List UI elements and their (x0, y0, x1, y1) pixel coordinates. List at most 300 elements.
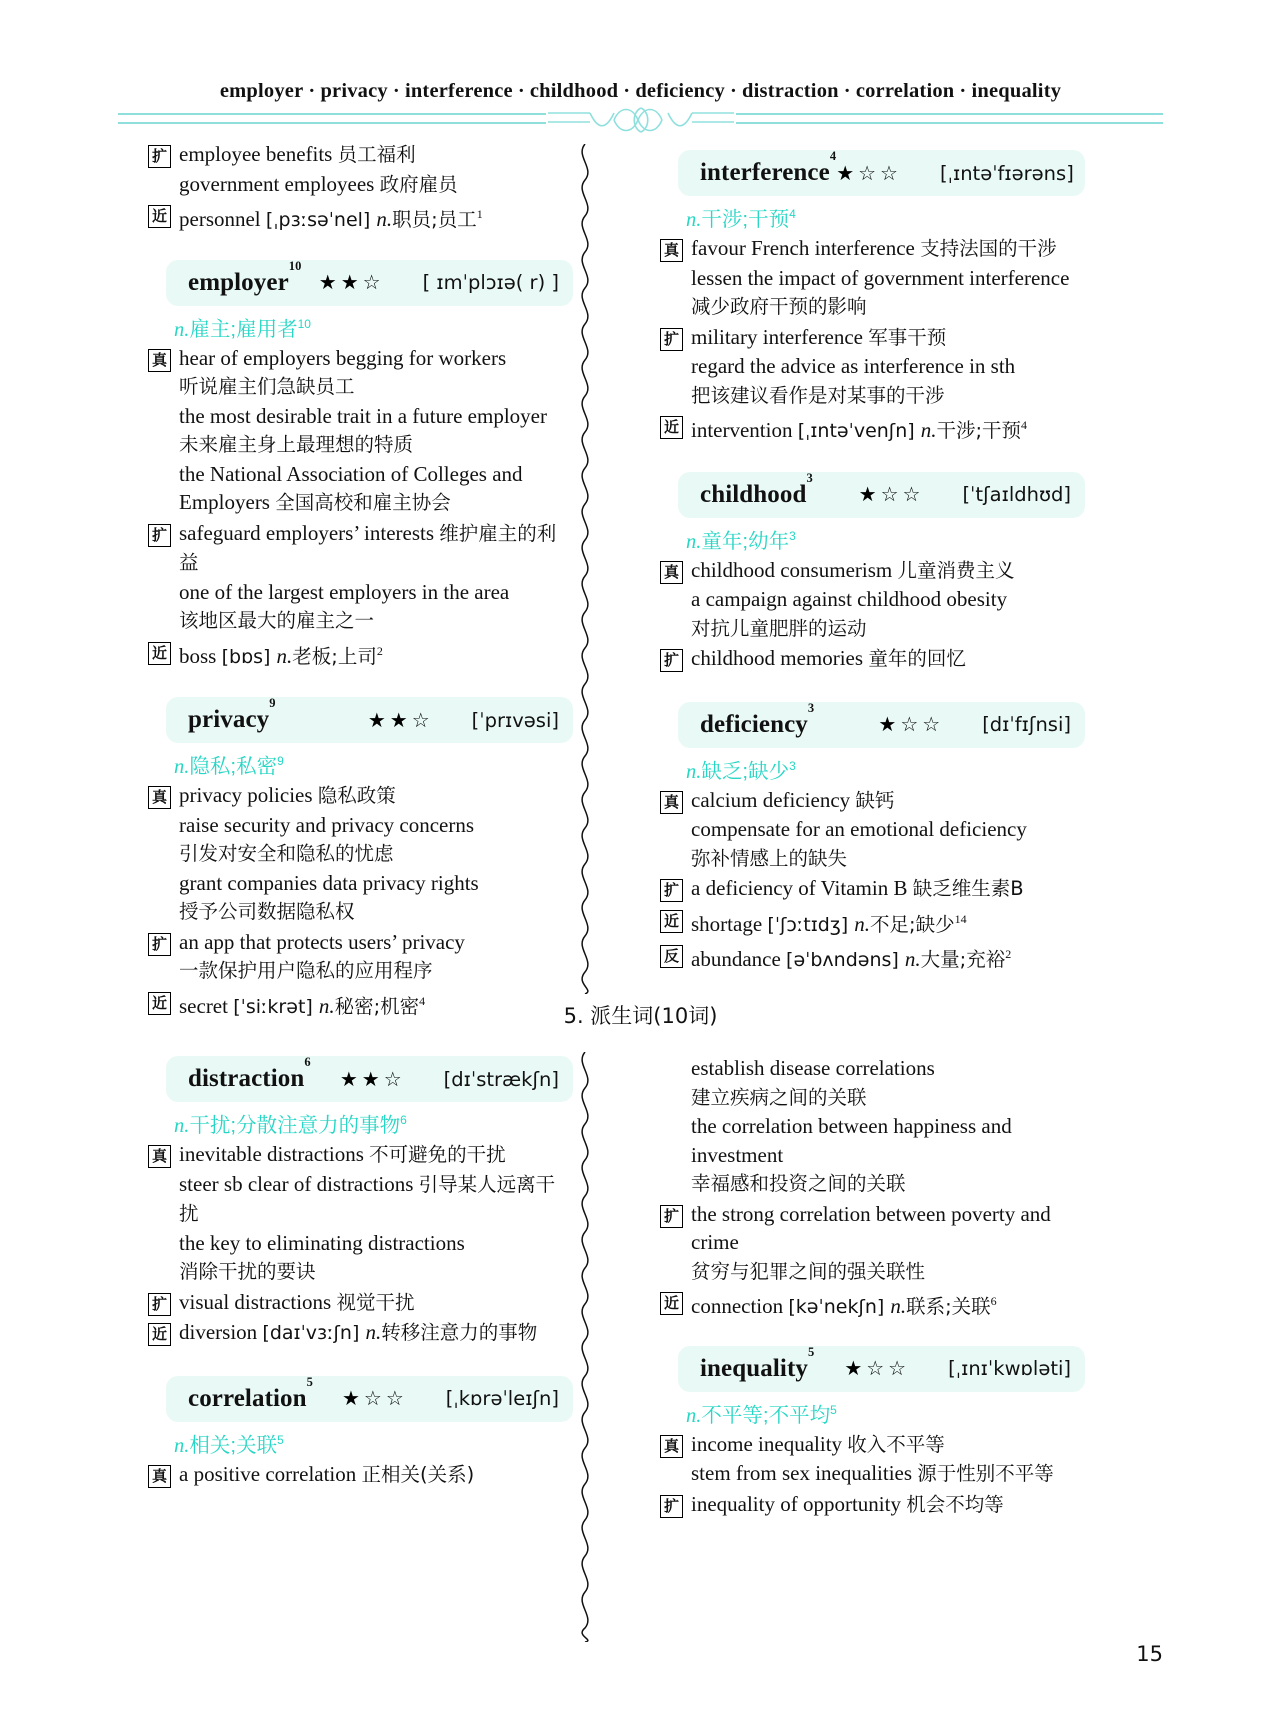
example-line (691, 234, 1069, 264)
running-head-separator: · (392, 80, 400, 102)
category-tag-扩: 扩 (660, 328, 683, 351)
word-header[interactable] (678, 472, 1085, 518)
example-line (691, 614, 1015, 644)
example-cn: 正相关(关系) (361, 1462, 475, 1486)
word-header[interactable] (678, 702, 1085, 748)
example-ipa: [ˌɪntəˈvenʃn] (797, 420, 921, 442)
example-text (691, 644, 966, 674)
definition-pos: n. (686, 530, 702, 553)
example-ipa: [ˈʃɔːtɪdʒ] (767, 913, 855, 936)
example-en: childhood consumerism (691, 557, 898, 582)
example-en: the key to eliminating distractions (179, 1230, 465, 1255)
example-cn: 不足;缺少 (870, 912, 955, 936)
word-title: childhood$^3$ (700, 470, 813, 508)
example-line (179, 578, 573, 607)
example-text (691, 1287, 997, 1322)
example-en: boss (179, 643, 222, 668)
example-cn: 收入不平等 (847, 1432, 945, 1456)
example-ipa: [kəˈnekʃn] (788, 1296, 891, 1318)
category-tag-近: 近 (660, 910, 683, 933)
section-title: 5. 派生词(10词) (563, 1004, 718, 1028)
definition-pos: n. (174, 318, 190, 341)
example-cn: 未来雇主身上最理想的特质 (179, 433, 414, 456)
example-line (691, 556, 1015, 586)
example-block (148, 781, 573, 927)
part-of-speech: n. (920, 418, 937, 442)
example-line (179, 1229, 573, 1258)
definition-frequency: 10 (297, 316, 311, 331)
example-line (179, 1288, 415, 1318)
part-of-speech: n. (890, 1294, 907, 1318)
category-tag-近: 近 (148, 992, 171, 1015)
entry-gap (660, 140, 1085, 150)
word-definition (686, 754, 1085, 784)
example-cn: 贫穷与犯罪之间的强关联性 (691, 1259, 926, 1283)
star-rating: ★☆☆ (342, 1388, 408, 1410)
example-en: stem from sex inequalities (691, 1461, 918, 1485)
example-cn: 不可避免的干扰 (369, 1143, 506, 1166)
definition-frequency: 3 (789, 528, 796, 543)
example-block (148, 637, 573, 672)
example-line (691, 352, 1015, 381)
example-block (148, 1318, 573, 1348)
word-header[interactable] (678, 1346, 1085, 1392)
example-line (179, 897, 479, 927)
entry-gap (148, 685, 573, 697)
category-tag-扩: 扩 (660, 649, 683, 672)
example-block (148, 1140, 573, 1287)
category-tag-真: 真 (148, 786, 171, 809)
example-text (179, 637, 383, 672)
example-text (691, 1054, 1085, 1199)
example-block (660, 905, 1085, 940)
example-en: military interference (691, 324, 869, 349)
definition-pos: n. (174, 756, 190, 778)
example-line (691, 644, 966, 674)
example-cn: 联系;关联 (906, 1295, 991, 1318)
word-header[interactable] (678, 150, 1085, 196)
example-line (179, 637, 383, 672)
running-head-separator: · (517, 80, 525, 102)
word-frequency: 10 (288, 258, 302, 273)
example-block (148, 1460, 573, 1490)
example-block (148, 1288, 573, 1318)
definition-frequency: 6 (400, 1113, 407, 1128)
example-line (179, 430, 547, 460)
star-rating: ★★☆ (367, 709, 434, 732)
example-cn: 员工福利 (337, 143, 416, 166)
example-line (179, 839, 479, 869)
word-title: interference$^4$ (700, 149, 837, 186)
word-header[interactable] (166, 697, 573, 743)
running-head-separator: · (623, 80, 631, 102)
word-ipa: [ˌkɒrəˈleɪʃn] (445, 1387, 559, 1410)
example-cn: 秘密;机密 (334, 994, 420, 1018)
definition-frequency: 4 (789, 207, 796, 222)
example-text (691, 786, 1027, 874)
word-header[interactable] (166, 1056, 573, 1102)
word-entry-correlation_cont (660, 1054, 1085, 1322)
example-en: the strong correlation between poverty and crime (691, 1201, 1051, 1254)
column-divider-top (572, 144, 598, 994)
word-ipa: [ˈtʃaɪldhʊd] (962, 483, 1071, 506)
example-line (691, 1200, 1085, 1257)
example-line (691, 292, 1069, 322)
example-line (691, 323, 1015, 353)
running-head-word: deficiency (635, 80, 725, 102)
word-frequency: 9 (269, 696, 276, 711)
example-line (691, 1083, 1085, 1113)
example-block (148, 928, 573, 986)
definition-cn: 不平等;不平均 (701, 1403, 831, 1427)
example-line (179, 1170, 573, 1229)
example-en: grant companies data privacy rights (179, 870, 479, 895)
example-en: hear of employers begging for workers (179, 345, 507, 370)
example-line (691, 411, 1027, 446)
example-en: calcium deficiency (691, 787, 856, 812)
category-tag-真: 真 (148, 349, 171, 372)
example-en: intervention (691, 418, 798, 442)
example-line (691, 1459, 1054, 1489)
example-cn: 机会不均等 (906, 1492, 1004, 1516)
running-head-separator: · (729, 80, 738, 102)
example-en: safeguard employers’ interests (179, 520, 440, 545)
word-title: privacy$^9$ (188, 696, 276, 733)
example-line (179, 519, 573, 578)
example-text (691, 1430, 1054, 1489)
word-title: inequality$^5$ (700, 1344, 815, 1382)
word-title: distraction$^6$ (188, 1055, 311, 1092)
example-en: inevitable distractions (179, 1142, 370, 1166)
example-line (691, 585, 1015, 614)
star-rating: ★☆☆ (836, 162, 902, 185)
example-en: government employees (179, 171, 380, 196)
category-tag-真: 真 (148, 1145, 171, 1168)
example-en: steer sb clear of distractions (179, 1171, 419, 1196)
example-line (691, 1490, 1004, 1520)
example-block (660, 1200, 1085, 1287)
category-tag-近: 近 (148, 642, 171, 665)
example-text (691, 874, 1024, 904)
running-head-word: correlation (855, 80, 955, 102)
example-cn: 职员;员工 (392, 208, 477, 231)
word-entry-inequality (660, 1346, 1085, 1520)
category-tag-真: 真 (148, 1465, 171, 1488)
example-cn: 隐私政策 (317, 784, 396, 807)
example-block (660, 874, 1085, 904)
example-block (660, 940, 1085, 975)
example-en: favour French interference (691, 236, 921, 260)
frequency-superscript: 4 (419, 993, 426, 1008)
word-entry-correlation (148, 1376, 573, 1490)
example-en: childhood memories (691, 646, 869, 670)
entry-gap (660, 460, 1085, 472)
category-tag-近: 近 (660, 416, 683, 439)
example-en: establish disease correlations (691, 1056, 935, 1080)
example-line (691, 905, 967, 940)
example-cn: 视觉干扰 (336, 1290, 415, 1314)
column-divider-bottom (572, 1052, 598, 1642)
category-tag-近: 近 (148, 1323, 171, 1346)
category-tag-近: 近 (148, 205, 171, 228)
example-text (691, 234, 1069, 322)
example-cn: 源于性别不平等 (917, 1462, 1054, 1485)
example-cn: 听说雇主们急缺员工 (179, 375, 355, 398)
example-line (179, 928, 465, 957)
column-left-bottom (148, 1048, 573, 1503)
example-en: visual distractions (179, 1289, 337, 1314)
example-cn: 建立疾病之间的关联 (691, 1085, 867, 1109)
word-frequency: 5 (306, 1374, 314, 1389)
example-en: a positive correlation (179, 1461, 362, 1486)
example-text (179, 928, 465, 986)
example-cn: 老板;上司 (292, 644, 377, 668)
word-frequency: 3 (806, 470, 813, 485)
category-tag-真: 真 (660, 561, 683, 584)
word-ipa: [ˌɪnɪˈkwɒləti] (948, 1357, 1071, 1380)
running-head-word: childhood (529, 80, 619, 102)
example-cn: 军事干预 (868, 325, 947, 349)
frequency-superscript: 1 (476, 207, 483, 221)
running-head-word: inequality (971, 80, 1062, 102)
part-of-speech: n. (365, 1320, 382, 1344)
example-text (691, 411, 1027, 446)
example-line (691, 844, 1027, 874)
example-en: connection (691, 1294, 789, 1318)
running-head-word: interference (404, 80, 513, 102)
running-head-separator: · (308, 80, 316, 102)
running-head-words (220, 80, 1061, 102)
example-block (148, 200, 573, 235)
example-line (179, 140, 458, 170)
example-en: income inequality (691, 1431, 848, 1456)
frequency-superscript: 2 (1005, 947, 1012, 961)
example-text (179, 344, 547, 518)
example-block (660, 323, 1085, 411)
example-block (148, 519, 573, 636)
header-rule (118, 113, 1163, 135)
entry-gap (660, 1336, 1085, 1346)
part-of-speech: n. (276, 643, 293, 668)
example-en: the most desirable trait in a future employer (179, 403, 547, 428)
definition-frequency: 3 (789, 758, 796, 773)
example-en: employee benefits (179, 142, 338, 166)
page-number: 15 (1136, 1642, 1163, 1666)
example-en: Employers (179, 490, 276, 514)
word-definition (174, 1108, 573, 1138)
word-definition (686, 524, 1085, 554)
example-line (179, 606, 573, 636)
example-cn: 幸福感和投资之间的关联 (691, 1172, 906, 1195)
example-line (179, 200, 483, 235)
example-block (660, 786, 1085, 874)
example-block (660, 234, 1085, 322)
example-line (691, 381, 1015, 411)
word-definition (174, 749, 573, 779)
part-of-speech: n. (376, 207, 393, 231)
example-line (691, 1112, 1085, 1169)
example-text (691, 940, 1011, 975)
definition-pos: n. (686, 760, 702, 783)
category-tag-扩: 扩 (660, 1495, 683, 1518)
word-definition (174, 312, 573, 342)
example-en: secret (179, 993, 234, 1018)
example-line (179, 956, 465, 986)
example-en: an app that protects users’ privacy (179, 929, 465, 954)
example-block (148, 140, 573, 199)
example-cn: 该地区最大的雇主之一 (179, 609, 375, 632)
example-text (691, 1490, 1004, 1520)
example-line (179, 1460, 474, 1490)
example-line (691, 1430, 1054, 1460)
star-rating: ★☆☆ (878, 714, 945, 736)
example-en: the correlation between happiness and investment (691, 1114, 1012, 1167)
running-head-word: distraction (742, 80, 839, 102)
example-line (179, 1257, 573, 1287)
example-cn: 对抗儿童肥胖的运动 (691, 616, 867, 640)
category-tag-反: 反 (660, 945, 683, 968)
example-cn: 减少政府干预的影响 (691, 295, 867, 318)
entry-gap (148, 1048, 573, 1056)
example-line (691, 1054, 1085, 1083)
category-tag-扩: 扩 (148, 1293, 171, 1316)
example-line (179, 460, 547, 489)
example-line (179, 869, 479, 898)
example-line (179, 1318, 537, 1348)
example-line (691, 1169, 1085, 1199)
star-rating: ★★☆ (318, 272, 385, 294)
definition-frequency: 5 (277, 1432, 284, 1447)
definition-cn: 雇主;雇用者 (189, 317, 298, 341)
example-en: the National Association of Colleges and (179, 461, 523, 486)
example-text (179, 140, 458, 199)
definition-frequency: 9 (277, 754, 284, 769)
definition-pos: n. (174, 1434, 190, 1457)
example-line (691, 786, 1027, 816)
example-line (179, 781, 479, 811)
running-head (0, 80, 1281, 103)
example-text (691, 1200, 1085, 1287)
entry-gap (148, 236, 573, 260)
example-ipa: [daɪˈvɜːʃn] (262, 1322, 366, 1344)
example-en: shortage (691, 911, 768, 936)
word-ipa: [dɪˈstrækʃn] (443, 1067, 559, 1091)
example-block (660, 1054, 1085, 1199)
example-block (148, 344, 573, 518)
example-text (179, 1318, 537, 1348)
definition-pos: n. (686, 209, 702, 231)
definition-pos: n. (174, 1115, 190, 1137)
part-of-speech: n. (318, 993, 335, 1018)
category-tag-近: 近 (660, 1292, 683, 1315)
category-tag-真: 真 (660, 239, 683, 262)
example-en: lessen the impact of government interference (691, 265, 1070, 290)
example-block (660, 1490, 1085, 1520)
example-cn: 全国高校和雇主协会 (275, 491, 451, 514)
frequency-superscript: 14 (954, 911, 967, 926)
example-line (179, 402, 547, 431)
example-line (691, 815, 1027, 844)
example-line (691, 264, 1069, 293)
example-en: privacy policies (179, 783, 318, 807)
running-head-separator: · (959, 80, 967, 102)
word-definition (174, 1428, 573, 1458)
word-entry-childhood (660, 472, 1085, 674)
word-entry-distraction (148, 1056, 573, 1348)
example-cn: 一款保护用户隐私的应用程序 (179, 959, 433, 982)
example-block (660, 1430, 1085, 1489)
example-ipa: [əˈbʌndəns] (786, 949, 905, 971)
word-ipa: [ ɪmˈplɔɪə( r) ] (422, 271, 559, 294)
example-line (179, 811, 479, 840)
example-line (179, 344, 547, 373)
example-text (179, 781, 479, 927)
example-line (691, 940, 1011, 975)
example-block (660, 644, 1085, 674)
example-cn: 缺乏维生素B (912, 877, 1024, 900)
word-title: correlation$^5$ (188, 1374, 314, 1412)
category-tag-扩: 扩 (660, 1205, 683, 1228)
frequency-superscript: 2 (376, 643, 383, 658)
entry-gap (660, 688, 1085, 702)
example-line (179, 372, 547, 402)
example-line (179, 1140, 573, 1170)
example-cn: 消除干扰的要诀 (179, 1260, 316, 1283)
category-tag-扩: 扩 (148, 933, 171, 956)
example-en: compensate for an emotional deficiency (691, 817, 1027, 841)
column-right-bottom (660, 1048, 1085, 1533)
word-title: deficiency$^3$ (700, 700, 815, 738)
word-header[interactable] (166, 260, 573, 306)
example-cn: 支持法国的干涉 (920, 237, 1057, 260)
word-ipa: [ˈprɪvəsi] (471, 708, 559, 732)
word-definition (686, 202, 1085, 232)
example-block (660, 1287, 1085, 1322)
star-rating: ★★☆ (339, 1068, 406, 1091)
column-left-top (148, 140, 573, 1035)
example-text (179, 200, 483, 235)
category-tag-扩: 扩 (148, 145, 171, 168)
example-line (691, 1287, 997, 1322)
category-tag-真: 真 (660, 791, 683, 814)
column-right-top (660, 140, 1085, 989)
header-ornament (546, 102, 736, 136)
example-en: regard the advice as interference in sth (691, 354, 1016, 378)
example-text (179, 1460, 474, 1490)
word-header[interactable] (166, 1376, 573, 1422)
example-line (179, 488, 547, 518)
example-text (179, 519, 573, 636)
example-cn: 维护雇主的利益 (179, 521, 557, 574)
word-entry-employer (148, 260, 573, 672)
definition-frequency: 5 (830, 1402, 837, 1417)
word-frequency: 3 (807, 700, 815, 715)
example-text (691, 556, 1015, 644)
example-text (179, 1288, 415, 1318)
word-definition (686, 1398, 1085, 1428)
example-en: a campaign against childhood obesity (691, 587, 1008, 611)
definition-cn: 干扰;分散注意力的事物 (189, 1114, 401, 1137)
example-block (660, 556, 1085, 644)
example-en: a deficiency of Vitamin B (691, 876, 913, 900)
running-head-separator: · (843, 80, 851, 102)
example-line (179, 170, 458, 200)
part-of-speech: n. (854, 911, 871, 936)
entry-gap (148, 1362, 573, 1376)
example-en: raise security and privacy concerns (179, 812, 475, 837)
word-frequency: 6 (304, 1055, 311, 1070)
example-en: one of the largest employers in the area (179, 579, 510, 604)
